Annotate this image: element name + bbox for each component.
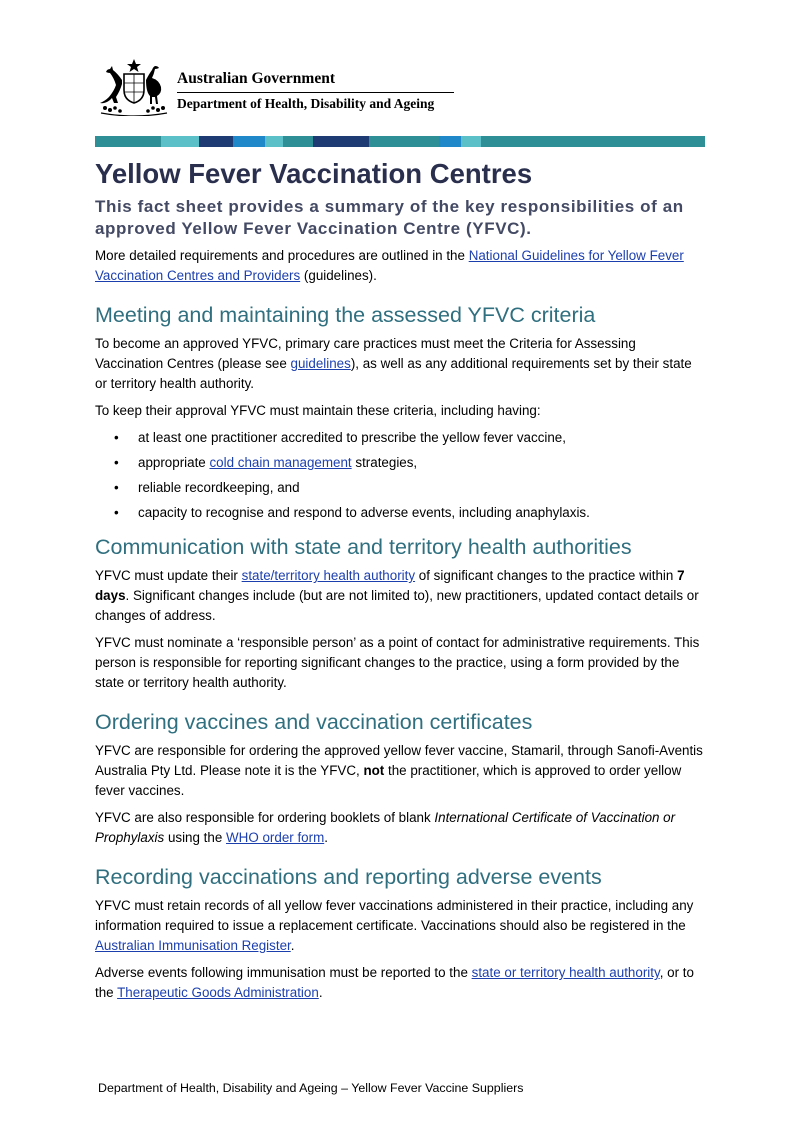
tga-link[interactable]: Therapeutic Goods Administration <box>117 985 319 1000</box>
lead-paragraph: This fact sheet provides a summary of the key responsibilities of an approved Yellow Fever Vaccination Centre (YFVC). <box>95 197 684 238</box>
ordering-paragraph-2: YFVC are also responsible for ordering booklets of blank International Certificate of Vaccination or Prophylaxis using the WHO order form. <box>95 810 676 845</box>
page-footer: Department of Health, Disability and Ageing – Yellow Fever Vaccine Suppliers <box>98 1081 524 1095</box>
criteria-paragraph-1: To become an approved YFVC, primary care practices must meet the Criteria for Assessing Vaccination Centres (please see guidelines), as well as any additional requirements set by their state or territory health authority. <box>95 336 692 391</box>
list-item: • capacity to recognise and respond to adverse events, including anaphylaxis. <box>95 503 705 523</box>
content <box>95 154 705 1003</box>
header <box>95 58 460 118</box>
national-guidelines-link[interactable]: National Guidelines for Yellow Fever Vaccination Centres and Providers <box>95 248 684 283</box>
page-title: Yellow Fever Vaccination Centres <box>95 158 533 189</box>
communication-paragraph-1: YFVC must update their state/territory health authority of significant changes to the practice within 7 days. Significant changes include (but are not limited to), new practitioners, updated contact details or changes of address. <box>95 568 699 623</box>
guidelines-link[interactable]: guidelines <box>290 356 351 371</box>
state-territory-authority-link[interactable]: state/territory health authority <box>241 568 416 583</box>
color-bar-segment <box>95 136 161 147</box>
government-name: Australian Government <box>177 70 336 87</box>
recording-paragraph-2: Adverse events following immunisation must be reported to the state or territory health authority, or to the Therapeutic Goods Administration. <box>95 965 694 1000</box>
color-bar-segment <box>161 136 199 147</box>
section-heading-criteria: Meeting and maintaining the assessed YFVC criteria <box>95 303 596 327</box>
color-bar-segment <box>313 136 369 147</box>
header-divider <box>177 92 454 93</box>
color-bar-segment <box>369 136 439 147</box>
department-name: Department of Health, Disability and Ageing <box>177 96 435 111</box>
cold-chain-link[interactable]: cold chain management <box>209 455 352 470</box>
section-heading-ordering: Ordering vaccines and vaccination certificates <box>95 710 533 734</box>
criteria-list <box>95 428 705 523</box>
criteria-paragraph-2: To keep their approval YFVC must maintain these criteria, including having: <box>95 403 541 418</box>
coat-of-arms-icon <box>95 58 173 116</box>
color-bar-segment <box>439 136 461 147</box>
section-heading-communication: Communication with state and territory health authorities <box>95 535 632 559</box>
color-bar-segment <box>199 136 233 147</box>
state-health-authority-link[interactable]: state or territory health authority <box>471 965 660 980</box>
list-item: • appropriate cold chain management strategies, <box>95 453 705 473</box>
recording-paragraph-1: YFVC must retain records of all yellow fever vaccinations administered in their practice, including any information required to issue a replacement certificate. Vaccinations should also be registered in the Australian Immunisation Register. <box>95 898 694 953</box>
immunisation-register-link[interactable]: Australian Immunisation Register <box>95 938 291 953</box>
color-bar-segment <box>461 136 481 147</box>
intro-paragraph: More detailed requirements and procedures are outlined in the National Guidelines for Yellow Fever Vaccination Centres and Providers (guidelines). <box>95 248 684 283</box>
color-bar-segment <box>481 136 705 147</box>
color-bar-segment <box>283 136 313 147</box>
section-heading-recording: Recording vaccinations and reporting adverse events <box>95 865 602 889</box>
list-item: • reliable recordkeeping, and <box>95 478 705 498</box>
communication-paragraph-2: YFVC must nominate a ‘responsible person’ as a point of contact for administrative requirements. This person is responsible for reporting significant changes to the practice, using a form provided by the state or territory health authority. <box>95 635 700 690</box>
who-order-form-link[interactable]: WHO order form <box>226 830 325 845</box>
ordering-paragraph-1: YFVC are responsible for ordering the approved yellow fever vaccine, Stamaril, through Sanofi-Aventis Australia Pty Ltd. Please note it is the YFVC, not the practitioner, which is approved to order yellow fever vaccines. <box>95 743 703 798</box>
color-bar-segment <box>265 136 283 147</box>
color-bar <box>95 136 705 147</box>
color-bar-segment <box>233 136 265 147</box>
list-item: • at least one practitioner accredited to prescribe the yellow fever vaccine, <box>95 428 705 448</box>
